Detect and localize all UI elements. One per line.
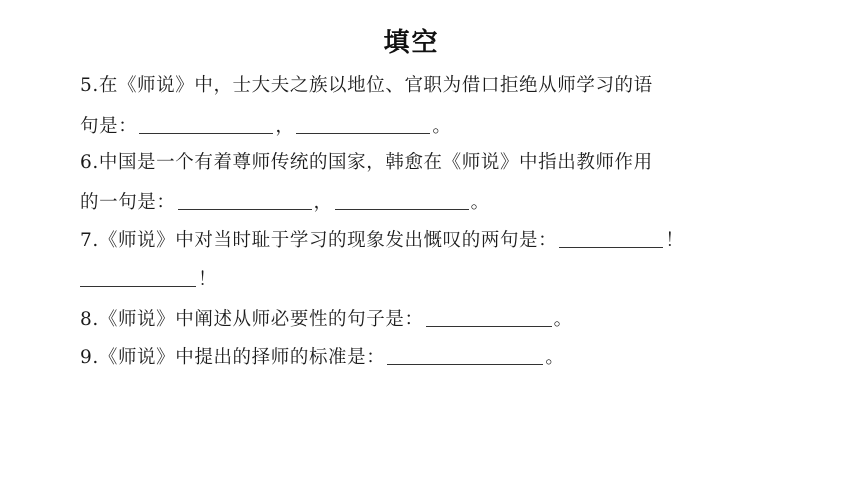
- period: 。: [545, 347, 565, 368]
- answer-blank: [139, 115, 273, 134]
- answer-blank: [178, 191, 312, 210]
- period: 。: [432, 116, 452, 137]
- question-9-line: [80, 346, 564, 370]
- question-6-text: 6.中国是一个有着尊师传统的国家，韩愈在《师说》中指出教师作用: [80, 152, 653, 173]
- answer-blank: [426, 308, 552, 327]
- question-6-prefix: 的一句是：: [80, 192, 176, 213]
- answer-blank: [387, 346, 543, 365]
- separator: ，: [313, 192, 333, 213]
- exclamation: ！: [665, 230, 685, 251]
- period: 。: [553, 309, 573, 330]
- period: 。: [470, 192, 490, 213]
- question-5-line-1: [80, 74, 653, 98]
- question-8-line: [80, 308, 573, 332]
- question-7-line-2: [80, 268, 217, 292]
- separator: ，: [275, 116, 295, 137]
- page-title: 填空: [383, 28, 440, 58]
- answer-blank: [559, 229, 663, 248]
- answer-blank: [296, 115, 430, 134]
- question-6-line-2: [80, 191, 490, 215]
- answer-blank: [80, 268, 196, 287]
- exclamation: ！: [198, 269, 218, 290]
- question-8-text: 8.《师说》中阐述从师必要性的句子是：: [80, 309, 424, 330]
- question-9-text: 9.《师说》中提出的择师的标准是：: [80, 347, 386, 368]
- question-5-prefix: 句是：: [80, 116, 138, 137]
- answer-blank: [335, 191, 469, 210]
- question-5-text: 5.在《师说》中，士大夫之族以地位、官职为借口拒绝从师学习的语: [80, 75, 653, 96]
- question-6-line-1: [80, 151, 653, 175]
- question-5-line-2: [80, 115, 452, 139]
- question-7-line-1: [80, 229, 684, 253]
- question-7-text: 7.《师说》中对当时耻于学习的现象发出慨叹的两句是：: [80, 230, 558, 251]
